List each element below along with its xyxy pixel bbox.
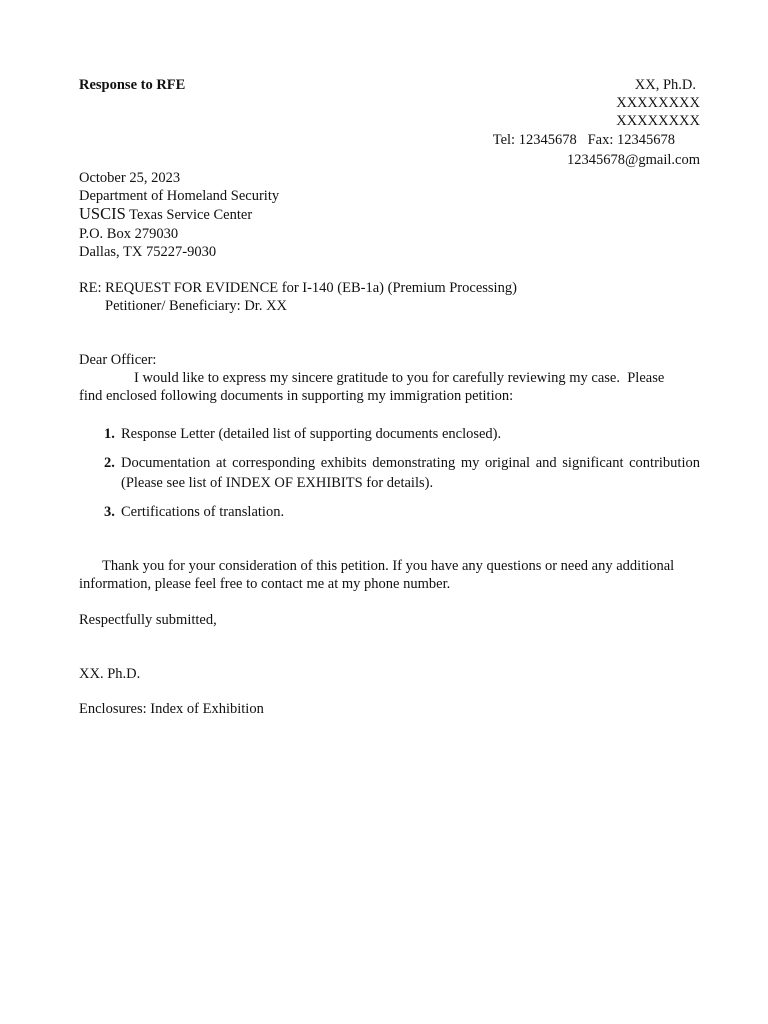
list-item-number: 3.: [104, 504, 115, 520]
list-item: [79, 424, 700, 444]
intro-paragraph-line-1: I would like to express my sincere gratitude to you for carefully reviewing my case. Please: [134, 370, 665, 386]
agency-abbreviation: USCIS: [79, 204, 126, 223]
list-item: [79, 502, 700, 522]
sender-phone-fax: Tel: 12345678 Fax: 12345678: [492, 132, 675, 148]
list-item-number: 2.: [104, 455, 115, 471]
list-item-text: Response Letter (detailed list of supporting documents enclosed).: [121, 426, 502, 442]
list-item-number: 1.: [104, 426, 115, 442]
list-item: [79, 453, 700, 493]
subject-petitioner-line: Petitioner/ Beneficiary: Dr. XX: [105, 298, 288, 314]
subject-re-line: RE: REQUEST FOR EVIDENCE for I-140 (EB-1a) (Premium Processing): [79, 280, 517, 296]
enclosed-documents-list: [79, 424, 700, 531]
sender-address-line-1: XXXXXXXX: [616, 95, 700, 111]
letter-date: October 25, 2023: [79, 170, 181, 186]
recipient-po-box: P.O. Box 279030: [79, 226, 179, 242]
list-item-text: Certifications of translation.: [121, 504, 285, 520]
letter-title: Response to RFE: [79, 77, 186, 93]
sign-off: Respectfully submitted,: [79, 612, 217, 628]
closing-paragraph-line-1: Thank you for your consideration of this petition. If you have any questions or need any additional: [102, 558, 675, 574]
signature-name: XX. Ph.D.: [79, 666, 141, 682]
enclosures-line: Enclosures: Index of Exhibition: [79, 701, 264, 717]
recipient-department: Department of Homeland Security: [79, 188, 280, 204]
sender-name: XX, Ph.D.: [634, 77, 696, 93]
salutation: Dear Officer:: [79, 352, 157, 368]
intro-paragraph-line-2: find enclosed following documents in supporting my immigration petition:: [79, 388, 514, 404]
agency-center: Texas Service Center: [129, 207, 253, 223]
recipient-city: Dallas, TX 75227-9030: [79, 244, 217, 260]
recipient-agency: [79, 205, 252, 224]
sender-email: 12345678@gmail.com: [567, 152, 700, 168]
sender-address-line-2: XXXXXXXX: [616, 113, 700, 129]
list-item-text: Documentation at corresponding exhibits demonstrating my original and significant contribution (Please see list of INDEX OF EXHIBITS for details).: [121, 455, 700, 491]
closing-paragraph-line-2: information, please feel free to contact me at my phone number.: [79, 576, 451, 592]
